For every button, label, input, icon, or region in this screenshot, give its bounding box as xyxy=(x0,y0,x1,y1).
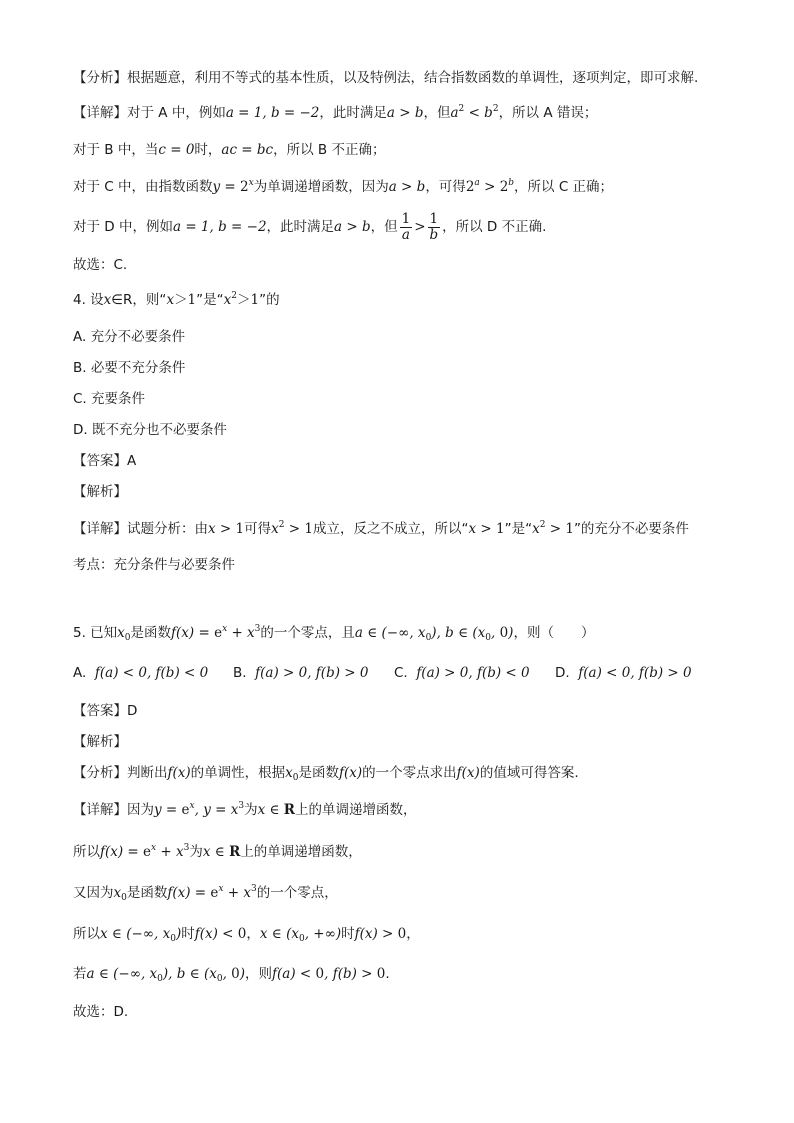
q5-option-a: A. f(a) < 0, f(b) < 0 xyxy=(73,665,209,681)
q4-detail: 【详解】试题分析：由x > 1可得$x^2 > 1$成立，反之不成立，所以“x > 1”是“$x^2 > 1$”的充分不必要条件 xyxy=(73,520,689,537)
math-expr: $2^a > 2^b$ xyxy=(465,178,515,195)
q5-detail-1: 【详解】因为$y = e^x$, $y = x^3$为x ∈ R上的单调递增函数， xyxy=(73,801,417,818)
explain-tag: 【解析】 xyxy=(73,484,127,500)
explain-tag: 【解析】 xyxy=(73,734,127,750)
q5-analysis: 【分析】判断出f(x)的单调性，根据$x_0$是函数f(x)的一个零点求出f(x)的值域可得答案. xyxy=(73,765,579,783)
q4-option-d: D. 既不充分也不必要条件 xyxy=(73,422,227,438)
detail-tag: 【详解】 xyxy=(73,802,127,818)
q4-stem: 4. 设x∈R，则“x＞1”是“$x^2>1$”的 xyxy=(73,291,280,308)
math-expr: x xyxy=(166,292,175,308)
q5-explain xyxy=(73,732,127,752)
detail-tag: 【详解】 xyxy=(73,521,127,537)
q3-analysis: 【分析】根据题意，利用不等式的基本性质，以及特例法，结合指数函数的单调性，逐项判定，即可求解. xyxy=(73,70,699,86)
analysis-tag: 【分析】 xyxy=(73,765,127,781)
answer-tag: 【答案】 xyxy=(73,703,127,719)
q5-detail-5: 若a ∈ (−∞, $x_0$), b ∈ ($x_0$, 0)，则f(a) < 0, f(b) > 0. xyxy=(73,966,390,984)
q5-detail-4: 所以x ∈ (−∞, $x_0$)时f(x) < 0，x ∈ ($x_0$, +∞)时f(x) > 0， xyxy=(73,926,420,944)
q3-choice: 故选：C. xyxy=(73,257,128,273)
q4-answer: 【答案】A xyxy=(73,453,137,469)
detail-tag: 【详解】 xyxy=(73,105,127,121)
q5-options xyxy=(73,663,692,683)
q4-option-a: A. 充分不必要条件 xyxy=(73,329,186,345)
analysis-tag: 【分析】 xyxy=(73,70,127,86)
q4-option-c: C. 充要条件 xyxy=(73,391,146,407)
q5-option-d: D. f(a) < 0, f(b) > 0 xyxy=(555,665,692,681)
q5-option-b: B. f(a) > 0, f(b) > 0 xyxy=(233,665,369,681)
q5-stem: 5. 已知$x_0$是函数$f(x) = e^x + x^3$的一个零点，且a ∈ (−∞, $x_0$), b ∈ ($x_0$, 0)，则（ ） xyxy=(73,624,595,643)
q4-explain xyxy=(73,482,127,502)
math-expr: a ∈ (−∞, $x_0$), b ∈ ($x_0$, 0) xyxy=(354,625,514,643)
q5-detail-3: 又因为$x_0$是函数$f(x) = e^x + x^3$的一个零点， xyxy=(73,884,338,903)
answer-tag: 【答案】 xyxy=(73,453,127,469)
q4-point: 考点：充分条件与必要条件 xyxy=(73,557,235,573)
q3-detail-c: 对于 C 中，由指数函数$y = 2^x$为单调递增函数，因为a > b，可得$2^a > 2^b$，所以 C 正确； xyxy=(73,178,614,195)
fraction: $\frac{1}{b}$ xyxy=(429,210,439,243)
q5-option-c: C. f(a) > 0, f(b) < 0 xyxy=(394,665,530,681)
fraction: $\frac{1}{a}$ xyxy=(401,210,411,243)
q5-answer: 【答案】D xyxy=(73,703,138,719)
math-expr: $f(x) = e^x + x^3$ xyxy=(171,624,261,641)
q5-detail-2: 所以$f(x) = e^x + x^3$为x ∈ R上的单调递增函数， xyxy=(73,843,362,860)
q3-detail-b: 对于 B 中，当c = 0时，ac = bc，所以 B 不正确； xyxy=(73,142,386,158)
q5-choice: 故选：D. xyxy=(73,1004,129,1020)
math-expr: $a^2 < b^2$ xyxy=(450,104,499,121)
math-expr: $x^2$ xyxy=(223,291,238,308)
q3-detail-a: 【详解】对于 A 中，例如a = 1, b = −2，此时满足a > b，但$a^2 < b^2$，所以 A 错误； xyxy=(73,104,598,121)
q3-detail-d: 对于 D 中，例如a = 1, b = −2，此时满足a > b，但 $\frac{1}{a}$ > $\frac{1}{b}$ ，所以 D 不正确. xyxy=(73,210,547,243)
q4-option-b: B. 必要不充分条件 xyxy=(73,360,186,376)
math-expr: $y = 2^x$ xyxy=(212,178,254,195)
